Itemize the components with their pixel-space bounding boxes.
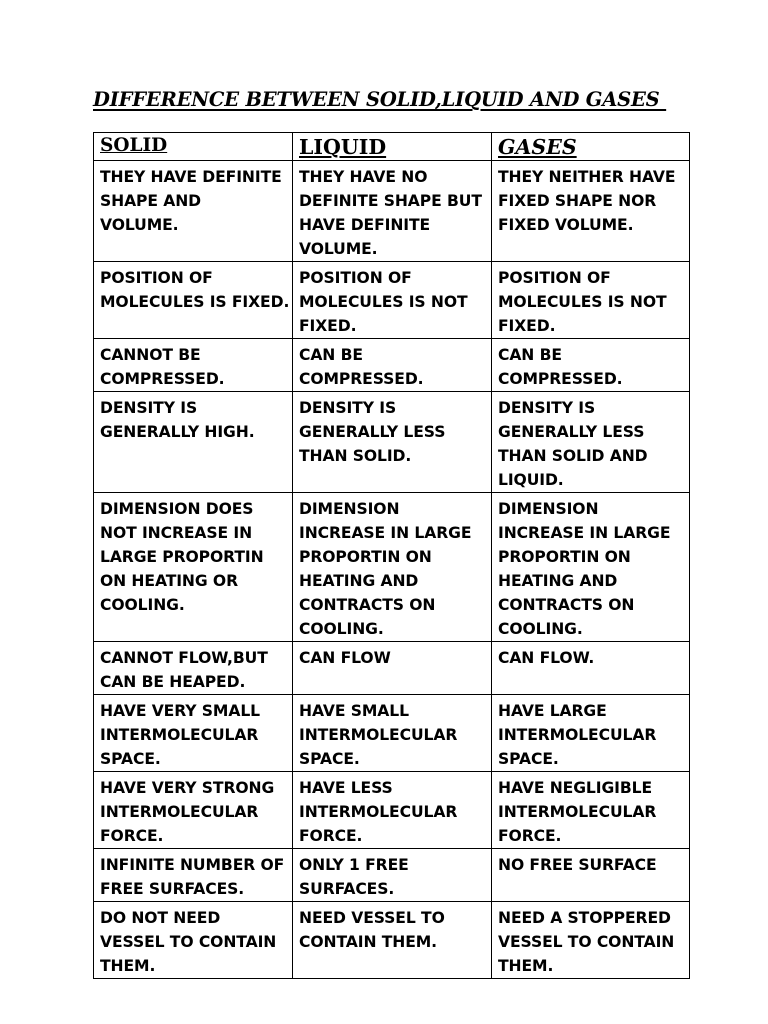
liquid-cell: CAN BE COMPRESSED.: [293, 339, 492, 392]
solid-cell: POSITION OF MOLECULES IS FIXED.: [94, 262, 293, 339]
table-row: [94, 642, 690, 695]
liquid-cell: HAVE SMALL INTERMOLECULAR SPACE.: [293, 695, 492, 772]
liquid-cell: ONLY 1 FREE SURFACES.: [293, 849, 492, 902]
table-row: [94, 392, 690, 493]
page-title: DIFFERENCE BETWEEN SOLID,LIQUID AND GASES: [93, 88, 667, 111]
table-row: [94, 493, 690, 642]
table-row: [94, 262, 690, 339]
gases-cell: DENSITY IS GENERALLY LESS THAN SOLID AND LIQUID.: [492, 392, 690, 493]
solid-cell: INFINITE NUMBER OF FREE SURFACES.: [94, 849, 293, 902]
table-row: [94, 695, 690, 772]
gases-cell: POSITION OF MOLECULES IS NOT FIXED.: [492, 262, 690, 339]
solid-cell: HAVE VERY STRONG INTERMOLECULAR FORCE.: [94, 772, 293, 849]
liquid-cell: NEED VESSEL TO CONTAIN THEM.: [293, 902, 492, 979]
liquid-cell: DENSITY IS GENERALLY LESS THAN SOLID.: [293, 392, 492, 493]
gases-cell: THEY NEITHER HAVE FIXED SHAPE NOR FIXED VOLUME.: [492, 161, 690, 262]
column-header-liquid: LIQUID: [293, 133, 492, 161]
gases-cell: DIMENSION INCREASE IN LARGE PROPORTIN ON HEATING AND CONTRACTS ON COOLING.: [492, 493, 690, 642]
table-row: [94, 161, 690, 262]
solid-cell: DO NOT NEED VESSEL TO CONTAIN THEM.: [94, 902, 293, 979]
gases-cell: NO FREE SURFACE: [492, 849, 690, 902]
solid-cell: THEY HAVE DEFINITE SHAPE AND VOLUME.: [94, 161, 293, 262]
table-row: [94, 339, 690, 392]
column-header-solid: SOLID: [94, 133, 293, 161]
gases-cell: HAVE NEGLIGIBLE INTERMOLECULAR FORCE.: [492, 772, 690, 849]
gases-cell: CAN BE COMPRESSED.: [492, 339, 690, 392]
liquid-cell: HAVE LESS INTERMOLECULAR FORCE.: [293, 772, 492, 849]
gases-cell: NEED A STOPPERED VESSEL TO CONTAIN THEM.: [492, 902, 690, 979]
column-header-gases: GASES: [492, 133, 690, 161]
solid-cell: DIMENSION DOES NOT INCREASE IN LARGE PROPORTIN ON HEATING OR COOLING.: [94, 493, 293, 642]
solid-cell: CANNOT FLOW,BUT CAN BE HEAPED.: [94, 642, 293, 695]
liquid-cell: CAN FLOW: [293, 642, 492, 695]
table-header-row: [94, 133, 690, 161]
liquid-cell: THEY HAVE NO DEFINITE SHAPE BUT HAVE DEFINITE VOLUME.: [293, 161, 492, 262]
solid-cell: CANNOT BE COMPRESSED.: [94, 339, 293, 392]
gases-cell: CAN FLOW.: [492, 642, 690, 695]
liquid-cell: POSITION OF MOLECULES IS NOT FIXED.: [293, 262, 492, 339]
table-row: [94, 902, 690, 979]
solid-cell: DENSITY IS GENERALLY HIGH.: [94, 392, 293, 493]
liquid-cell: DIMENSION INCREASE IN LARGE PROPORTIN ON HEATING AND CONTRACTS ON COOLING.: [293, 493, 492, 642]
gases-cell: HAVE LARGE INTERMOLECULAR SPACE.: [492, 695, 690, 772]
table-row: [94, 849, 690, 902]
table-row: [94, 772, 690, 849]
comparison-table: [93, 132, 690, 979]
solid-cell: HAVE VERY SMALL INTERMOLECULAR SPACE.: [94, 695, 293, 772]
